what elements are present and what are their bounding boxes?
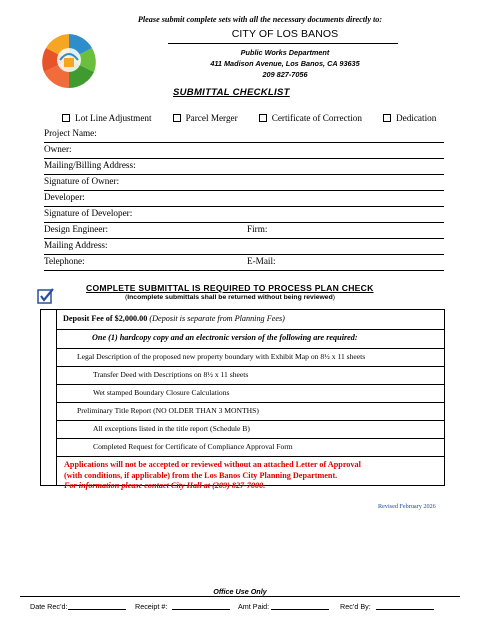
field-developer[interactable]: Developer: — [44, 190, 444, 207]
requirements-table — [40, 309, 445, 490]
field-signature-developer[interactable]: Signature of Developer: — [44, 206, 444, 223]
checklist-icon — [37, 287, 55, 305]
deposit-fee: Deposit Fee of $2,000.00 — [63, 314, 148, 323]
requirements-heading: COMPLETE SUBMITTAL IS REQUIRED TO PROCESS PLAN CHECK — [86, 283, 374, 293]
receipt-field[interactable] — [172, 609, 230, 610]
option-dedication[interactable]: Dedication — [383, 113, 436, 123]
city-logo — [38, 30, 100, 90]
amount-paid-field[interactable] — [271, 609, 329, 610]
city-name: CITY OF LOS BANOS — [231, 28, 339, 40]
option-certificate-of-correction[interactable]: Certificate of Correction — [259, 113, 362, 123]
field-owner[interactable]: Owner: — [44, 142, 444, 159]
row-item: Wet stamped Boundary Closure Calculations — [56, 384, 444, 403]
department-name: Public Works Department — [240, 48, 330, 57]
row-item: Preliminary Title Report (NO OLDER THAN 3 MONTHS) — [56, 402, 444, 421]
office-use-divider — [20, 596, 460, 597]
row-item: Legal Description of the proposed new property boundary with Exhibit Map on 8½ x 11 sheets — [56, 348, 444, 367]
page-title: SUBMITTAL CHECKLIST — [173, 87, 290, 98]
row-item: Transfer Deed with Descriptions on 8½ x 11 sheets — [56, 366, 444, 385]
office-use-title: Office Use Only — [213, 587, 267, 596]
city-underline — [168, 43, 398, 44]
row-item: All exceptions listed in the title report (Schedule B) — [56, 420, 444, 439]
revised-date: Revised February 2026 — [378, 503, 436, 510]
requirements-subheading: (Incomplete submittals shall be returned without being reviewed) — [125, 294, 335, 301]
receipt-label: Receipt #: — [135, 602, 168, 611]
date-received-label: Date Rec’d: — [30, 602, 68, 611]
field-telephone[interactable]: Telephone: E-Mail: — [44, 254, 444, 271]
checkbox-icon[interactable] — [173, 114, 181, 122]
department-block — [130, 47, 440, 80]
field-mailing-address[interactable]: Mailing Address: — [44, 238, 444, 255]
field-firm-label: Firm: — [247, 224, 268, 234]
date-received-field[interactable] — [68, 609, 126, 610]
field-signature-owner[interactable]: Signature of Owner: — [44, 174, 444, 191]
header-note: Please submit complete sets with all the necessary documents directly to: — [137, 15, 383, 24]
department-address: 411 Madison Avenue, Los Banos, CA 93635 — [210, 59, 360, 68]
field-email-label: E-Mail: — [247, 256, 276, 266]
field-project-name[interactable]: Project Name: — [44, 126, 444, 143]
checkbox-icon[interactable] — [62, 114, 70, 122]
received-by-label: Rec’d By: — [340, 602, 371, 611]
department-phone: 209 827-7056 — [262, 70, 308, 79]
deposit-note: (Deposit is separate from Planning Fees) — [149, 314, 285, 323]
row-copy-requirement: One (1) hardcopy copy and an electronic version of the following are required: — [56, 329, 444, 349]
warning-note: Applications will not be accepted or reviewed without an attached Letter of Approval (with conditions, if applicable) from the Los Banos City Planning Department. For information please contact City Hall at (209) 827-7000. — [64, 460, 361, 490]
field-design-engineer[interactable]: Design Engineer: Firm: — [44, 222, 444, 239]
row-deposit — [56, 310, 444, 330]
checkbox-icon[interactable] — [259, 114, 267, 122]
option-parcel-merger[interactable]: Parcel Merger — [173, 113, 238, 123]
row-item: Completed Request for Certificate of Compliance Approval Form — [56, 438, 444, 457]
received-by-field[interactable] — [376, 609, 434, 610]
field-mailing-billing-address[interactable]: Mailing/Billing Address: — [44, 158, 444, 175]
checkbox-icon[interactable] — [383, 114, 391, 122]
amount-paid-label: Amt Paid: — [238, 602, 270, 611]
option-lot-line-adjustment[interactable]: Lot Line Adjustment — [62, 113, 152, 123]
application-type-options — [62, 113, 457, 123]
